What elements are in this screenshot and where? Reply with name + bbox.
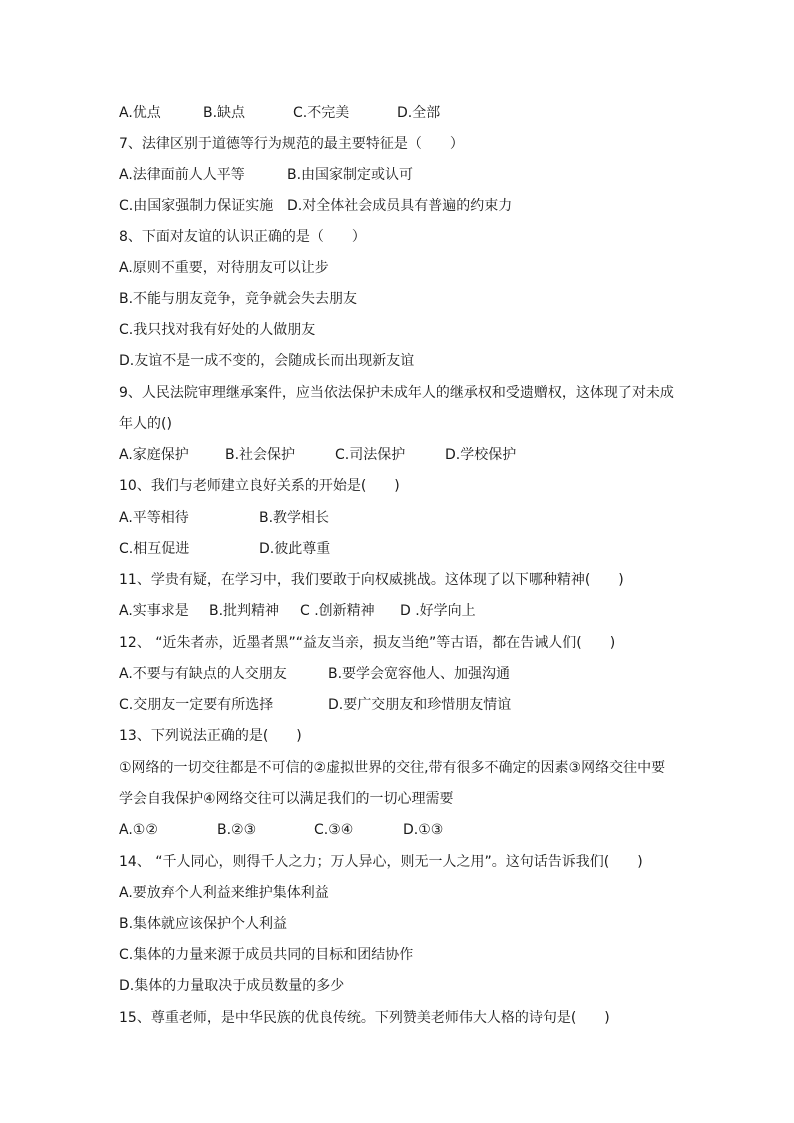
option-c: C.③④ <box>314 822 354 838</box>
option-c: C.我只找对我有好处的人做朋友 <box>119 322 316 338</box>
option-a: A.原则不重要，对待朋友可以让步 <box>119 260 329 276</box>
option-d: D.彼此尊重 <box>259 541 331 557</box>
option-b: B.社会保护 <box>225 447 296 463</box>
option-d: D.集体的力量取决于成员数量的多少 <box>119 978 345 994</box>
option-b: B.②③ <box>217 822 257 838</box>
option-d: D.友谊不是一成不变的，会随成长而出现新友谊 <box>119 353 415 369</box>
option-c: C.交朋友一定要有所选择 <box>119 697 274 713</box>
option-a: A.平等相待 <box>119 510 189 526</box>
option-b: B.教学相长 <box>259 510 330 526</box>
question-14: 14、 “千人同心，则得千人之力；万人异心，则无一人之用”。这句话告诉我们( ) <box>119 854 643 870</box>
option-a: A.家庭保护 <box>119 447 189 463</box>
option-a: A.①② <box>119 822 158 838</box>
option-c: C.由国家强制力保证实施 <box>119 198 274 214</box>
option-c: C .创新精神 <box>300 603 375 619</box>
question-10: 10、我们与老师建立良好关系的开始是( ) <box>119 478 400 494</box>
option-d: D.要广交朋友和珍惜朋友情谊 <box>328 697 512 713</box>
option-a: A.不要与有缺点的人交朋友 <box>119 666 287 682</box>
question-7: 7、法律区别于道德等行为规范的最主要特征是（ ） <box>119 136 464 152</box>
question-13-statements: ①网络的一切交往都是不可信的②虚拟世界的交往,带有很多不确定的因素③网络交往中要 <box>119 760 666 776</box>
option-d: D.全部 <box>397 105 441 121</box>
option-c: C.相互促进 <box>119 541 190 557</box>
option-a: A.要放弃个人利益来维护集体利益 <box>119 885 329 901</box>
option-c: C.集体的力量来源于成员共同的目标和团结协作 <box>119 947 414 963</box>
question-12: 12、 “近朱者赤，近墨者黑”“益友当亲，损友当绝”等古语，都在告诫人们( ) <box>119 635 616 651</box>
option-b: B.由国家制定或认可 <box>287 167 414 183</box>
option-a: A.法律面前人人平等 <box>119 167 245 183</box>
question-11: 11、学贵有疑，在学习中，我们要敢于向权威挑战。这体现了以下哪种精神( ) <box>119 572 624 588</box>
question-9-continued: 年人的() <box>119 416 172 432</box>
option-d: D .好学向上 <box>400 603 476 619</box>
option-b: B.要学会宽容他人、加强沟通 <box>328 666 511 682</box>
question-8: 8、下面对友谊的认识正确的是（ ） <box>119 229 366 245</box>
option-a: A.实事求是 <box>119 603 189 619</box>
option-c: C.不完美 <box>293 105 350 121</box>
option-d: D.对全体社会成员具有普遍的约束力 <box>287 198 513 214</box>
option-b: B.批判精神 <box>209 603 280 619</box>
question-9: 9、人民法院审理继承案件，应当依法保护未成年人的继承权和受遗赠权，这体现了对未成 <box>119 385 674 401</box>
option-b: B.缺点 <box>203 105 246 121</box>
option-c: C.司法保护 <box>335 447 406 463</box>
option-a: A.优点 <box>119 105 161 121</box>
question-15: 15、尊重老师，是中华民族的优良传统。下列赞美老师伟大人格的诗句是( ) <box>119 1010 610 1026</box>
question-13-statements-continued: 学会自我保护④网络交往可以满足我们的一切心理需要 <box>119 791 454 807</box>
option-b: B.集体就应该保护个人利益 <box>119 916 288 932</box>
option-d: D.学校保护 <box>445 447 517 463</box>
option-b: B.不能与朋友竞争，竞争就会失去朋友 <box>119 291 358 307</box>
question-13: 13、下列说法正确的是( ) <box>119 728 302 744</box>
option-d: D.①③ <box>403 822 444 838</box>
